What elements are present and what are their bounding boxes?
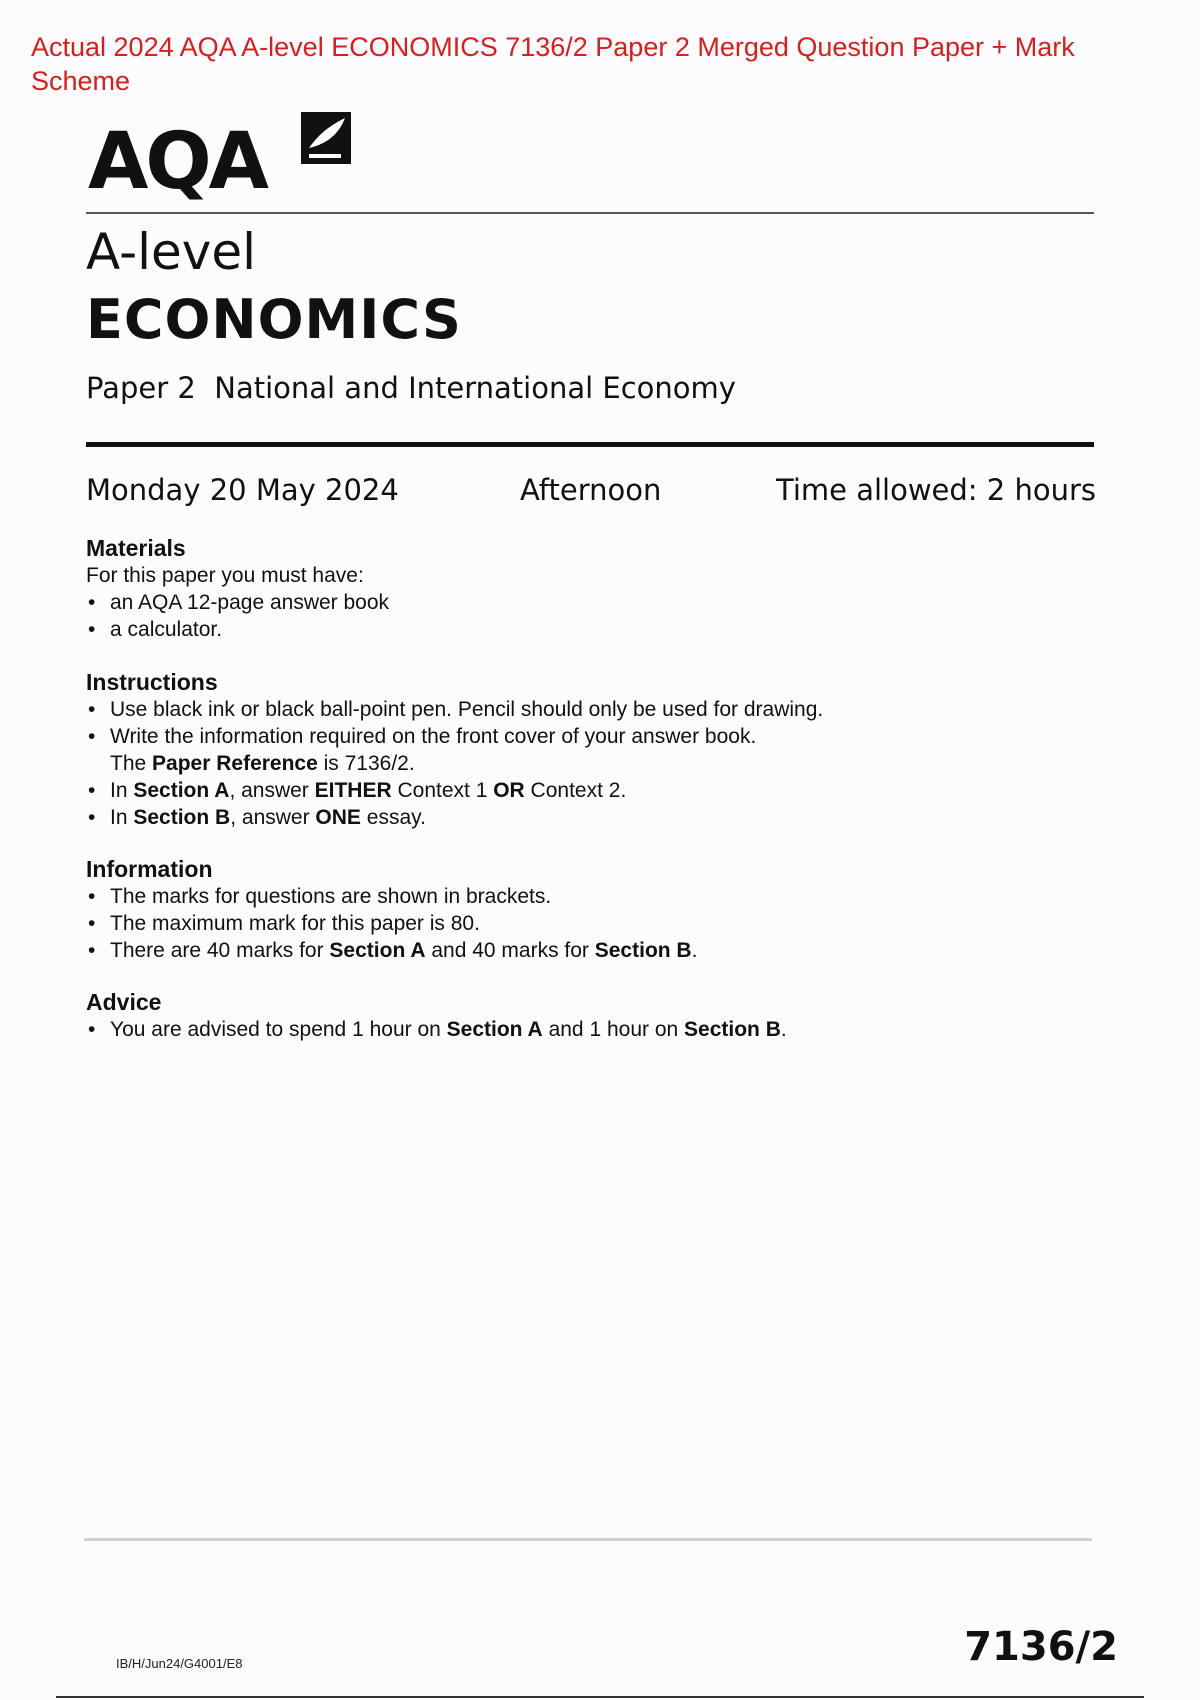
document-banner-title: Actual 2024 AQA A-level ECONOMICS 7136/2 Paper 2 Merged Question Paper + Mark Scheme xyxy=(31,32,1075,96)
paper-code: 7136/2 xyxy=(964,1624,1118,1670)
advice-section xyxy=(86,988,1096,1043)
exam-session: Afternoon xyxy=(520,473,662,507)
materials-intro: For this paper you must have: xyxy=(86,564,364,587)
information-list xyxy=(86,883,1096,964)
footer-reference: IB/H/Jun24/G4001/E8 xyxy=(116,1656,243,1671)
subject-title: ECONOMICS xyxy=(86,288,462,351)
list-item: • There are 40 marks for Section A and 40 marks for Section B. xyxy=(86,937,1096,964)
materials-list xyxy=(86,589,1096,643)
list-item: • a calculator. xyxy=(86,616,1096,643)
instructions-list xyxy=(86,696,1096,831)
instructions-section xyxy=(86,668,1096,831)
list-item: • The maximum mark for this paper is 80. xyxy=(86,910,1096,937)
title-divider xyxy=(86,442,1094,447)
exam-meta-row xyxy=(86,470,1096,510)
paper-number: Paper 2 xyxy=(86,371,196,405)
paper-name: National and International Economy xyxy=(214,371,736,405)
advice-heading: Advice xyxy=(86,989,162,1015)
exam-date: Monday 20 May 2024 xyxy=(86,473,399,507)
footer-divider xyxy=(84,1538,1092,1541)
paper-title-line xyxy=(86,370,736,406)
information-section xyxy=(86,855,1096,964)
materials-heading: Materials xyxy=(86,535,186,561)
materials-section xyxy=(86,534,1096,643)
aqa-logo-mark-icon xyxy=(293,108,355,170)
list-item: • Write the information required on the front cover of your answer book. The Paper Reference is 7136/2. xyxy=(86,723,1096,777)
header-divider xyxy=(86,212,1094,214)
advice-list xyxy=(86,1016,1096,1043)
aqa-logo-text: AQA xyxy=(88,117,267,207)
list-item: • Use black ink or black ball-point pen. Pencil should only be used for drawing. xyxy=(86,696,1096,723)
instructions-heading: Instructions xyxy=(86,669,218,695)
qualification-level: A-level xyxy=(86,223,257,281)
list-item: • In Section B, answer ONE essay. xyxy=(86,804,1096,831)
list-item: • an AQA 12-page answer book xyxy=(86,589,1096,616)
time-allowed: Time allowed: 2 hours xyxy=(776,473,1096,507)
list-item: • You are advised to spend 1 hour on Section A and 1 hour on Section B. xyxy=(86,1016,1096,1043)
list-item: • The marks for questions are shown in brackets. xyxy=(86,883,1096,910)
information-heading: Information xyxy=(86,856,213,882)
aqa-logo xyxy=(88,108,358,208)
list-item: • In Section A, answer EITHER Context 1 OR Context 2. xyxy=(86,777,1096,804)
page-bottom-rule xyxy=(56,1696,1144,1698)
